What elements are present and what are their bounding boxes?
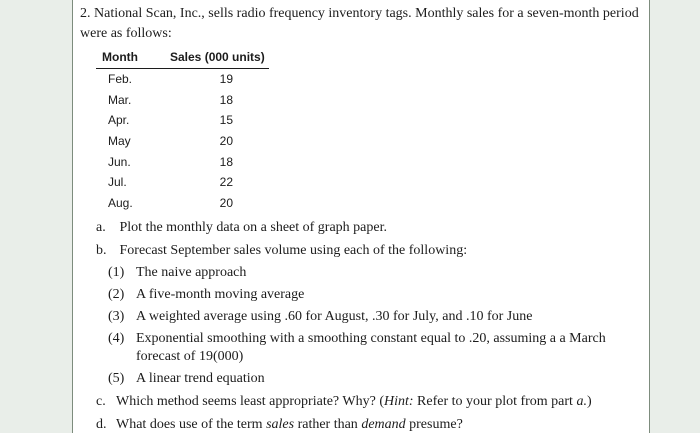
problem-intro-text: National Scan, Inc., sells radio frequency inventory tags. Monthly sales for a seven-month period were as follows: bbox=[80, 6, 639, 41]
method-text: A linear trend equation bbox=[136, 371, 265, 386]
part-a bbox=[96, 218, 644, 238]
part-d-label: d. bbox=[96, 417, 107, 432]
month-cell: Jun. bbox=[108, 154, 131, 169]
sales-cell: 20 bbox=[219, 195, 234, 210]
part-c-hint: Hint: bbox=[383, 394, 414, 409]
part-c-hint-text: Refer to your plot from part bbox=[413, 394, 577, 409]
method-item bbox=[96, 286, 644, 304]
part-d-term-demand: demand bbox=[361, 417, 406, 432]
part-a-label: a. bbox=[96, 220, 106, 235]
part-d-text-1: What does use of the term bbox=[116, 417, 267, 432]
sales-cell: 18 bbox=[219, 154, 234, 169]
method-item bbox=[96, 264, 644, 282]
problem-number: 2. bbox=[80, 6, 91, 21]
part-b-methods bbox=[96, 264, 644, 388]
part-b bbox=[96, 241, 644, 388]
part-c-hint-end: ) bbox=[586, 394, 592, 409]
sales-cell: 19 bbox=[219, 72, 234, 87]
method-item bbox=[96, 330, 644, 366]
month-cell: Feb. bbox=[108, 72, 133, 87]
table-row bbox=[96, 172, 269, 193]
method-item bbox=[96, 370, 644, 388]
sales-table bbox=[96, 48, 269, 213]
part-c-text: Which method seems least appropriate? Why? ( bbox=[116, 394, 384, 409]
table-row bbox=[96, 90, 269, 111]
sales-cell: 15 bbox=[219, 113, 234, 128]
method-label: (3) bbox=[108, 309, 125, 324]
table-row bbox=[96, 110, 269, 131]
month-cell: Mar. bbox=[108, 92, 132, 107]
sales-cell: 20 bbox=[219, 134, 234, 149]
table-header-row bbox=[96, 48, 269, 69]
table-row bbox=[96, 69, 269, 90]
part-a-text: Plot the monthly data on a sheet of graph paper. bbox=[119, 220, 387, 235]
header-month: Month bbox=[96, 48, 156, 69]
part-b-label: b. bbox=[96, 243, 107, 258]
month-cell: May bbox=[108, 134, 131, 149]
method-label: (4) bbox=[108, 331, 125, 346]
table-row bbox=[96, 131, 269, 152]
part-d bbox=[96, 415, 644, 433]
sales-cell: 22 bbox=[219, 175, 234, 190]
month-cell: Apr. bbox=[108, 113, 130, 128]
method-text: The naive approach bbox=[136, 265, 247, 280]
month-cell: Jul. bbox=[108, 175, 127, 190]
sales-cell: 18 bbox=[219, 92, 234, 107]
method-item bbox=[96, 308, 644, 326]
question-parts bbox=[96, 218, 644, 433]
month-cell: Aug. bbox=[108, 195, 133, 210]
method-label: (2) bbox=[108, 287, 125, 302]
method-text: A five-month moving average bbox=[136, 287, 305, 302]
method-label: (5) bbox=[108, 371, 125, 386]
part-c-hint-ref: a. bbox=[576, 394, 587, 409]
part-b-text: Forecast September sales volume using each of the following: bbox=[119, 243, 468, 258]
part-d-text-2: rather than bbox=[294, 417, 362, 432]
part-c bbox=[96, 392, 644, 412]
table-row bbox=[96, 151, 269, 172]
table-row bbox=[96, 193, 269, 214]
method-text: A weighted average using .60 for August, .30 for July, and .10 for June bbox=[136, 309, 533, 324]
part-d-term-sales: sales bbox=[266, 417, 295, 432]
part-c-label: c. bbox=[96, 394, 106, 409]
problem-intro bbox=[80, 4, 640, 44]
method-label: (1) bbox=[108, 265, 125, 280]
header-sales: Sales (000 units) bbox=[156, 48, 269, 69]
part-d-text-3: presume? bbox=[405, 417, 463, 432]
method-text: Exponential smoothing with a smoothing constant equal to .20, assuming a a March forecast of 19(000) bbox=[136, 331, 606, 364]
